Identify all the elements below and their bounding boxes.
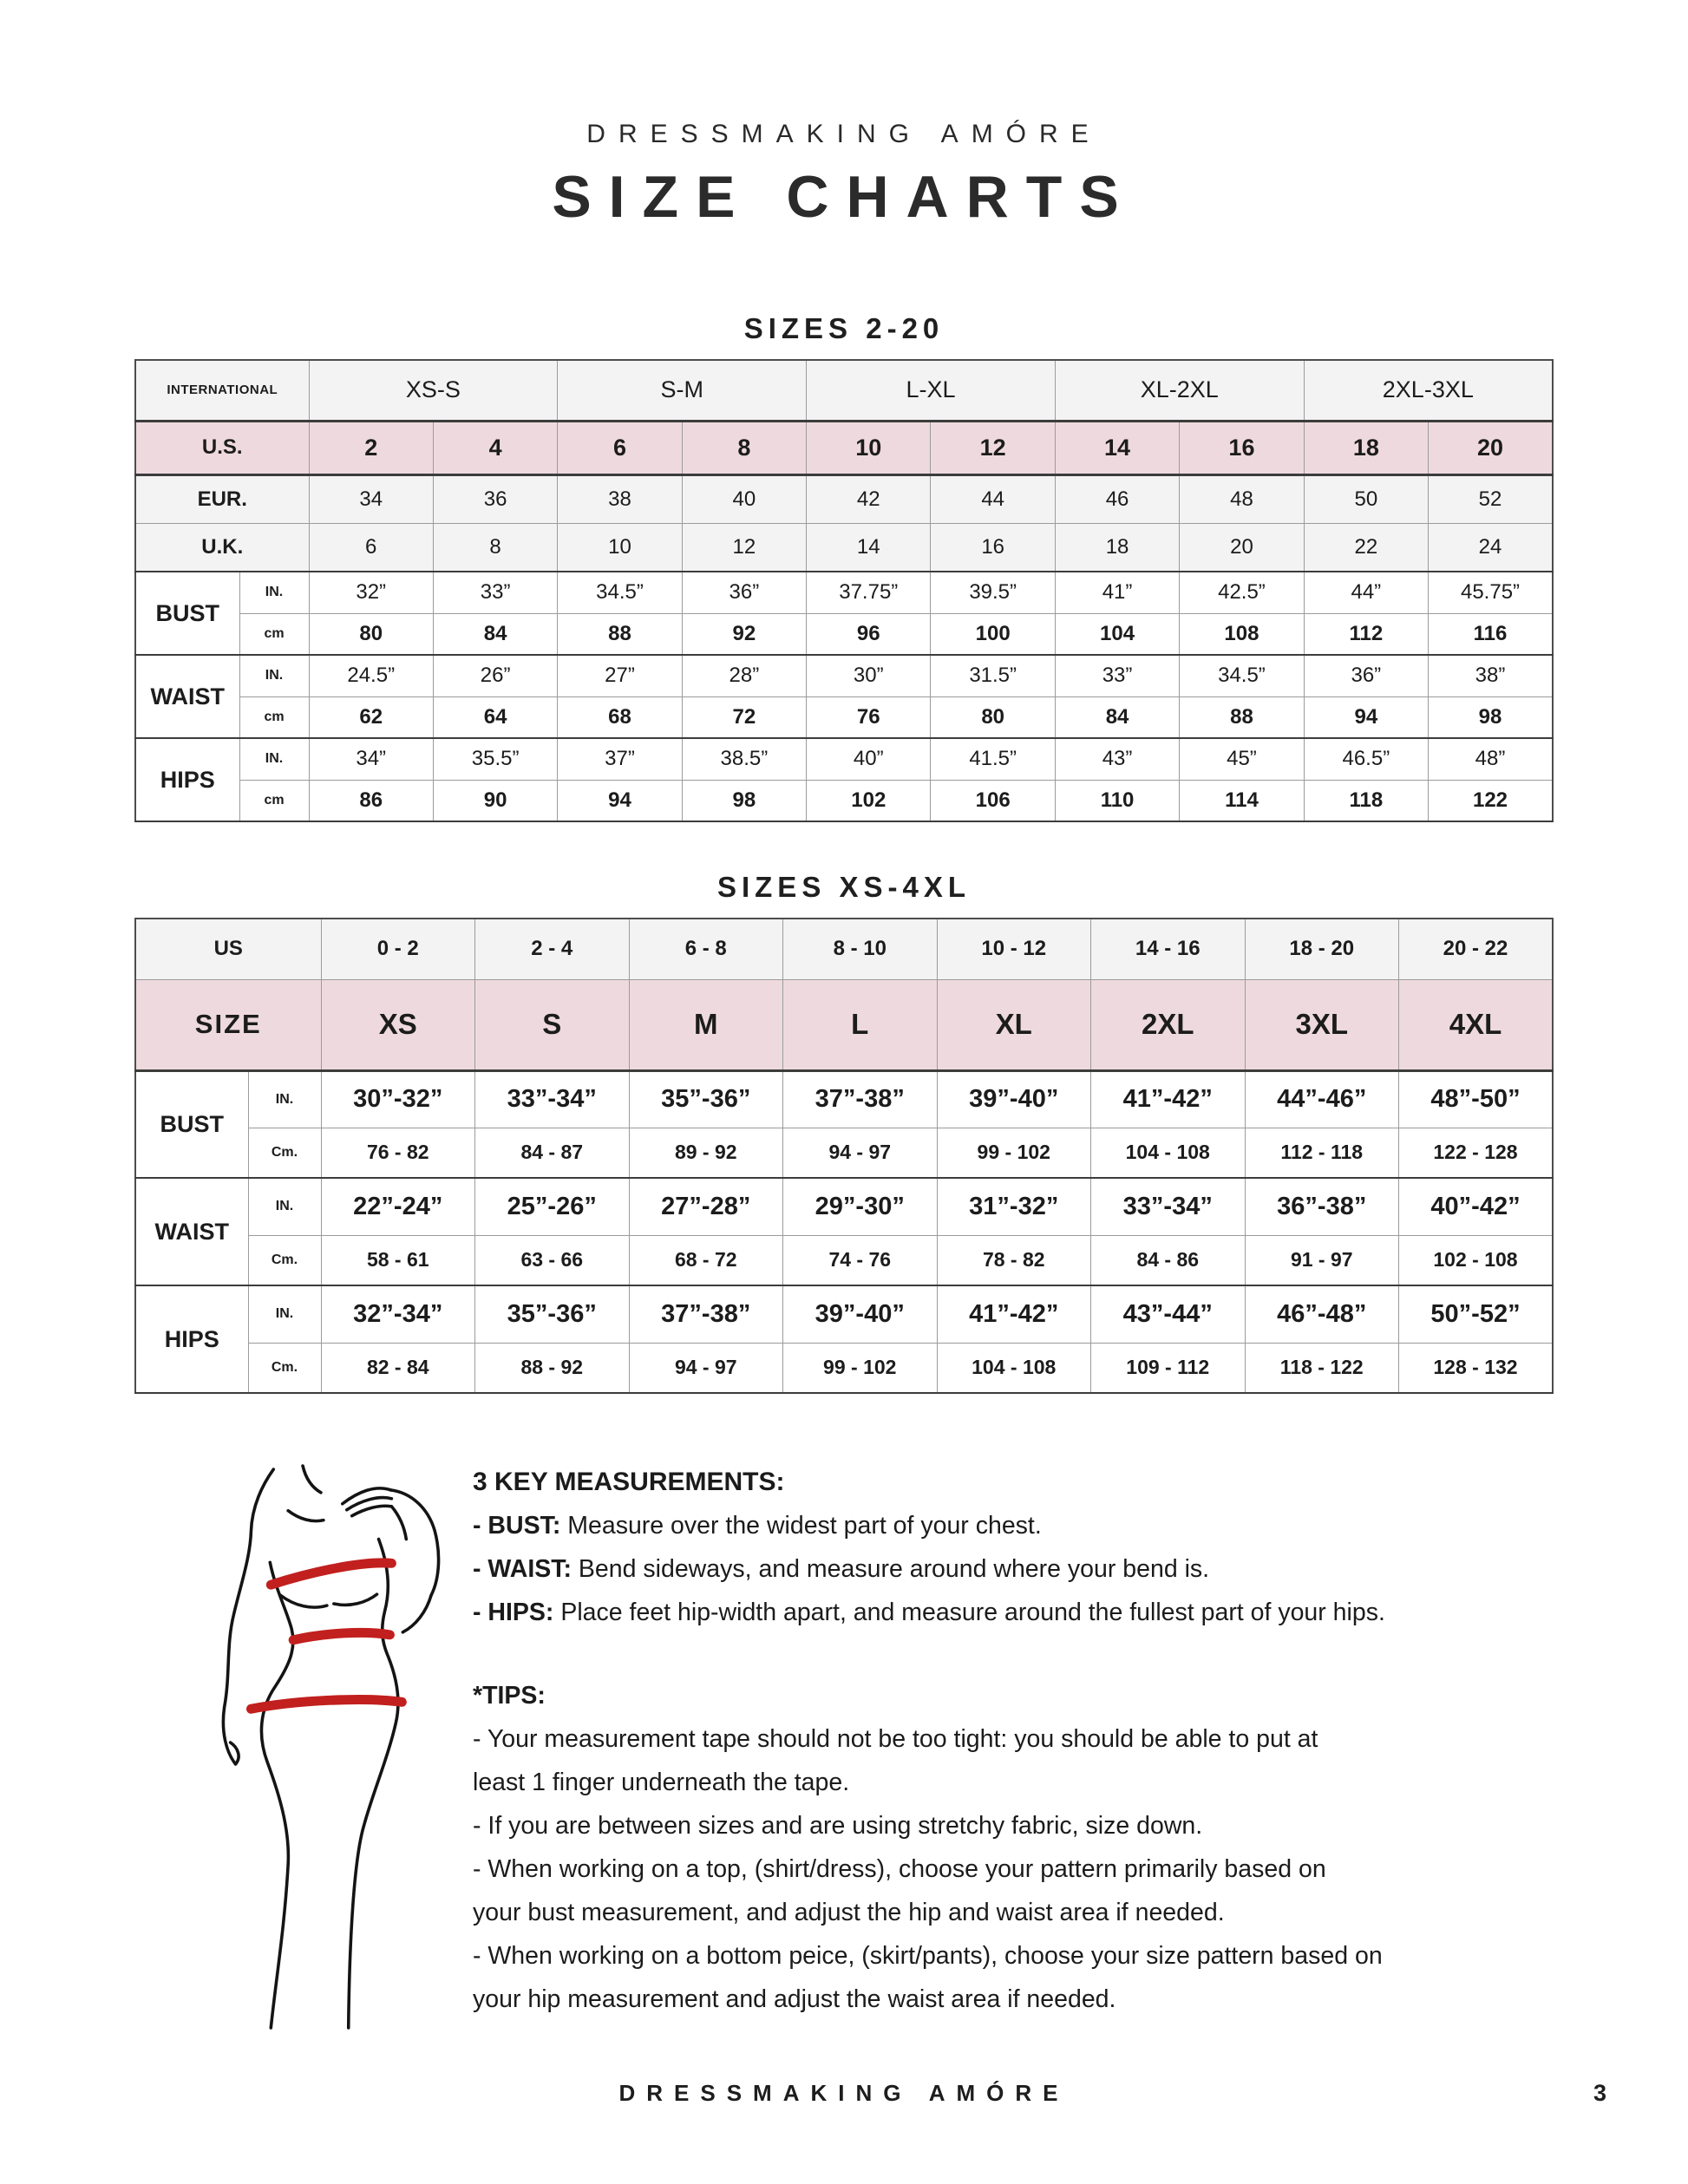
size-group-cell: S-M [558,360,807,421]
inches-value-cell: 24.5” [309,655,433,696]
table2-bust-cm-row [135,1128,1553,1178]
table1-us-row [135,421,1553,474]
table1-uk-value-cell: 22 [1304,523,1428,572]
key-measurements-list [473,1504,1592,1634]
inches-range-cell: 35”-36” [475,1285,630,1343]
table2-body [135,919,1553,1393]
hips-band [251,1700,402,1710]
table2-size-value-cell: XS [321,979,475,1070]
cm-range-cell: 99 - 102 [937,1128,1091,1178]
table1-waist-inches-row [135,655,1553,696]
table1-eur-value-cell: 46 [1055,474,1179,523]
measurement-description: Place feet hip-width apart, and measure around the fullest part of your hips. [553,1599,1385,1626]
inches-value-cell: 43” [1055,738,1179,780]
table2-us-label-cell: US [135,919,321,979]
table1-uk-value-cell: 24 [1429,523,1553,572]
notes-section [473,1461,1592,2021]
cm-range-cell: 118 - 122 [1245,1343,1399,1393]
table2-waist-inches-row [135,1178,1553,1235]
table1-us-value-cell: 16 [1180,421,1304,474]
inches-value-cell: 30” [807,655,931,696]
inches-value-cell: 42.5” [1180,572,1304,613]
table1-eur-value-cell: 44 [931,474,1055,523]
table2-size-label-cell: SIZE [135,979,321,1070]
table2-us-value-cell: 14 - 16 [1091,919,1246,979]
cm-range-cell: 122 - 128 [1399,1128,1554,1178]
inches-value-cell: 45” [1180,738,1304,780]
unit-inches-cell: IN. [248,1178,321,1235]
unit-cm-cell: Cm. [248,1343,321,1393]
tip-line: least 1 finger underneath the tape. [473,1769,850,1796]
table1-us-value-cell: 12 [931,421,1055,474]
cm-range-cell: 88 - 92 [475,1343,630,1393]
unit-cm-cell: Cm. [248,1235,321,1285]
inches-value-cell: 35.5” [433,738,557,780]
inches-value-cell: 34.5” [1180,655,1304,696]
tip-line: your hip measurement and adjust the waist area if needed. [473,1985,1116,2013]
inches-value-cell: 36” [682,572,806,613]
inches-range-cell: 39”-40” [937,1070,1091,1128]
inches-value-cell: 48” [1429,738,1553,780]
table1-eur-value-cell: 34 [309,474,433,523]
cm-value-cell: 104 [1055,613,1179,655]
table2-size-value-cell: 2XL [1091,979,1246,1070]
table2-size-row [135,979,1553,1070]
key-measurement-item [473,1504,1592,1547]
inches-range-cell: 41”-42” [937,1285,1091,1343]
inches-value-cell: 26” [433,655,557,696]
cm-value-cell: 108 [1180,613,1304,655]
bust-band [271,1563,391,1585]
measurement-description: Measure over the widest part of your chest. [560,1512,1042,1540]
page-number: 3 [1593,2080,1606,2106]
inches-range-cell: 37”-38” [629,1285,783,1343]
inches-range-cell: 25”-26” [475,1178,630,1235]
table2-us-value-cell: 18 - 20 [1245,919,1399,979]
table2-hips-cm-row [135,1343,1553,1393]
table1-uk-value-cell: 20 [1180,523,1304,572]
table1-uk-value-cell: 18 [1055,523,1179,572]
cm-value-cell: 122 [1429,780,1553,821]
cm-value-cell: 110 [1055,780,1179,821]
cm-value-cell: 80 [931,696,1055,738]
cm-value-cell: 84 [1055,696,1179,738]
size-group-cell: XS-S [309,360,558,421]
cm-value-cell: 88 [1180,696,1304,738]
measurement-term: - BUST: [473,1512,561,1540]
table1-uk-label-cell: U.K. [135,523,309,572]
measurement-label-cell: HIPS [135,738,239,821]
cm-range-cell: 128 - 132 [1399,1343,1554,1393]
inches-value-cell: 34.5” [558,572,682,613]
table2-size-value-cell: XL [937,979,1091,1070]
sizes-xs-4xl-table [134,918,1554,1394]
footer-brand: DRESSMAKING AMÓRE [618,2080,1070,2106]
inches-value-cell: 37” [558,738,682,780]
unit-inches-cell: IN. [248,1070,321,1128]
cm-range-cell: 68 - 72 [629,1235,783,1285]
inches-range-cell: 48”-50” [1399,1070,1554,1128]
inches-value-cell: 31.5” [931,655,1055,696]
table1-uk-value-cell: 10 [558,523,682,572]
cm-value-cell: 98 [682,780,806,821]
inches-value-cell: 33” [1055,655,1179,696]
tip-line: - When working on a top, (shirt/dress), choose your pattern primarily based on [473,1855,1326,1883]
cm-value-cell: 68 [558,696,682,738]
cm-range-cell: 112 - 118 [1245,1128,1399,1178]
table1-uk-value-cell: 8 [433,523,557,572]
key-measurement-item [473,1547,1592,1591]
table2-us-value-cell: 6 - 8 [629,919,783,979]
inches-range-cell: 41”-42” [1091,1070,1246,1128]
inches-range-cell: 29”-30” [783,1178,938,1235]
table1-uk-value-cell: 12 [682,523,806,572]
measurement-description: Bend sideways, and measure around where your bend is. [572,1555,1210,1583]
table1-uk-value-cell: 16 [931,523,1055,572]
tip-line: - If you are between sizes and are using stretchy fabric, size down. [473,1812,1203,1840]
cm-range-cell: 58 - 61 [321,1235,475,1285]
table1-body [135,360,1553,821]
table1-eur-value-cell: 42 [807,474,931,523]
cm-value-cell: 100 [931,613,1055,655]
key-measurement-item [473,1591,1592,1634]
cm-range-cell: 102 - 108 [1399,1235,1554,1285]
table1-eur-value-cell: 50 [1304,474,1428,523]
sizes-2-20-table [134,359,1554,822]
measurement-term: - HIPS: [473,1599,554,1626]
cm-value-cell: 96 [807,613,931,655]
table1-hips-inches-row [135,738,1553,780]
unit-inches-cell: IN. [239,572,309,613]
cm-range-cell: 104 - 108 [1091,1128,1246,1178]
table1-eur-label-cell: EUR. [135,474,309,523]
cm-value-cell: 76 [807,696,931,738]
cm-value-cell: 98 [1429,696,1553,738]
table2-size-value-cell: 4XL [1399,979,1554,1070]
inches-range-cell: 33”-34” [475,1070,630,1128]
inches-value-cell: 41.5” [931,738,1055,780]
cm-range-cell: 63 - 66 [475,1235,630,1285]
cm-range-cell: 91 - 97 [1245,1235,1399,1285]
table1-eur-value-cell: 40 [682,474,806,523]
inches-range-cell: 31”-32” [937,1178,1091,1235]
inches-value-cell: 36” [1304,655,1428,696]
inches-value-cell: 27” [558,655,682,696]
inches-value-cell: 37.75” [807,572,931,613]
measurement-label-cell: HIPS [135,1285,248,1393]
table2-us-value-cell: 0 - 2 [321,919,475,979]
tips-title: *TIPS: [473,1682,546,1710]
unit-cm-cell: cm [239,780,309,821]
inches-range-cell: 44”-46” [1245,1070,1399,1128]
cm-value-cell: 84 [433,613,557,655]
inches-value-cell: 46.5” [1304,738,1428,780]
inches-range-cell: 37”-38” [783,1070,938,1128]
brand-name: DRESSMAKING AMÓRE [586,120,1102,148]
cm-value-cell: 88 [558,613,682,655]
cm-range-cell: 76 - 82 [321,1128,475,1178]
inches-range-cell: 46”-48” [1245,1285,1399,1343]
key-measurements-title: 3 KEY MEASUREMENTS: [473,1468,785,1496]
table2-us-value-cell: 2 - 4 [475,919,630,979]
cm-range-cell: 74 - 76 [783,1235,938,1285]
cm-value-cell: 92 [682,613,806,655]
cm-value-cell: 102 [807,780,931,821]
table2-title: SIZES XS-4XL [716,871,972,903]
inches-value-cell: 44” [1304,572,1428,613]
cm-value-cell: 112 [1304,613,1428,655]
cm-range-cell: 84 - 86 [1091,1235,1246,1285]
cm-range-cell: 84 - 87 [475,1128,630,1178]
cm-range-cell: 89 - 92 [629,1128,783,1178]
inches-value-cell: 45.75” [1429,572,1553,613]
table2-us-value-cell: 10 - 12 [937,919,1091,979]
table1-us-value-cell: 4 [433,421,557,474]
table2-size-value-cell: L [783,979,938,1070]
table2-us-value-cell: 8 - 10 [783,919,938,979]
inches-value-cell: 32” [309,572,433,613]
table1-us-value-cell: 6 [558,421,682,474]
table1-us-value-cell: 18 [1304,421,1428,474]
table1-bust-inches-row [135,572,1553,613]
unit-cm-cell: cm [239,613,309,655]
inches-value-cell: 33” [433,572,557,613]
measurement-label-cell: BUST [135,1070,248,1178]
inches-value-cell: 38.5” [682,738,806,780]
tip-line: - When working on a bottom peice, (skirt/pants), choose your size pattern based on [473,1942,1383,1970]
international-label-cell: INTERNATIONAL [135,360,309,421]
unit-inches-cell: IN. [248,1285,321,1343]
cm-value-cell: 94 [1304,696,1428,738]
size-group-cell: 2XL-3XL [1304,360,1553,421]
cm-value-cell: 114 [1180,780,1304,821]
cm-value-cell: 80 [309,613,433,655]
inches-range-cell: 33”-34” [1091,1178,1246,1235]
inches-value-cell: 28” [682,655,806,696]
table2-bust-inches-row [135,1070,1553,1128]
cm-range-cell: 94 - 97 [629,1343,783,1393]
inches-range-cell: 35”-36” [629,1070,783,1128]
cm-value-cell: 106 [931,780,1055,821]
table2-waist-cm-row [135,1235,1553,1285]
cm-range-cell: 99 - 102 [783,1343,938,1393]
table2-size-value-cell: 3XL [1245,979,1399,1070]
cm-value-cell: 118 [1304,780,1428,821]
body-measurement-illustration [173,1454,449,2043]
cm-value-cell: 86 [309,780,433,821]
table1-us-value-cell: 2 [309,421,433,474]
tips-list [473,1717,1592,2021]
inches-range-cell: 36”-38” [1245,1178,1399,1235]
cm-range-cell: 104 - 108 [937,1343,1091,1393]
inches-range-cell: 39”-40” [783,1285,938,1343]
table1-us-label-cell: U.S. [135,421,309,474]
cm-value-cell: 72 [682,696,806,738]
inches-range-cell: 32”-34” [321,1285,475,1343]
table2-size-value-cell: S [475,979,630,1070]
table1-uk-row [135,523,1553,572]
size-group-cell: L-XL [807,360,1056,421]
cm-value-cell: 90 [433,780,557,821]
table2-us-row [135,919,1553,979]
measurement-label-cell: WAIST [135,655,239,738]
inches-value-cell: 38” [1429,655,1553,696]
tip-line: - Your measurement tape should not be too tight: you should be able to put at [473,1725,1318,1753]
table1-waist-cm-row [135,696,1553,738]
size-group-cell: XL-2XL [1055,360,1304,421]
waist-band [293,1632,389,1639]
table2-size-value-cell: M [629,979,783,1070]
page-header [0,0,1688,231]
unit-cm-cell: cm [239,696,309,738]
cm-range-cell: 94 - 97 [783,1128,938,1178]
cm-value-cell: 116 [1429,613,1553,655]
table2-us-value-cell: 20 - 22 [1399,919,1554,979]
cm-value-cell: 94 [558,780,682,821]
table1-us-value-cell: 14 [1055,421,1179,474]
table1-eur-value-cell: 36 [433,474,557,523]
table1-uk-value-cell: 6 [309,523,433,572]
table1-us-value-cell: 10 [807,421,931,474]
cm-range-cell: 109 - 112 [1091,1343,1246,1393]
table1-eur-row [135,474,1553,523]
inches-range-cell: 40”-42” [1399,1178,1554,1235]
cm-range-cell: 78 - 82 [937,1235,1091,1285]
inches-value-cell: 41” [1055,572,1179,613]
table1-eur-value-cell: 52 [1429,474,1553,523]
inches-range-cell: 43”-44” [1091,1285,1246,1343]
table1-hips-cm-row [135,780,1553,821]
unit-inches-cell: IN. [239,655,309,696]
inches-range-cell: 50”-52” [1399,1285,1554,1343]
table1-us-value-cell: 8 [682,421,806,474]
table1-us-value-cell: 20 [1429,421,1553,474]
measurement-label-cell: BUST [135,572,239,655]
table1-eur-value-cell: 48 [1180,474,1304,523]
table1-bust-cm-row [135,613,1553,655]
inches-range-cell: 27”-28” [629,1178,783,1235]
measurement-label-cell: WAIST [135,1178,248,1285]
inches-value-cell: 40” [807,738,931,780]
table1-title: SIZES 2-20 [743,312,945,344]
unit-cm-cell: Cm. [248,1128,321,1178]
table1-eur-value-cell: 38 [558,474,682,523]
measurement-term: - WAIST: [473,1555,572,1583]
table2-hips-inches-row [135,1285,1553,1343]
woman-silhouette-drawing [173,1454,449,2043]
inches-value-cell: 34” [309,738,433,780]
inches-range-cell: 22”-24” [321,1178,475,1235]
table1-uk-value-cell: 14 [807,523,931,572]
page-title: SIZE CHARTS [552,164,1136,230]
unit-inches-cell: IN. [239,738,309,780]
cm-range-cell: 82 - 84 [321,1343,475,1393]
inches-range-cell: 30”-32” [321,1070,475,1128]
cm-value-cell: 64 [433,696,557,738]
tip-line: your bust measurement, and adjust the hip and waist area if needed. [473,1899,1225,1926]
inches-value-cell: 39.5” [931,572,1055,613]
cm-value-cell: 62 [309,696,433,738]
table1-international-row [135,360,1553,421]
